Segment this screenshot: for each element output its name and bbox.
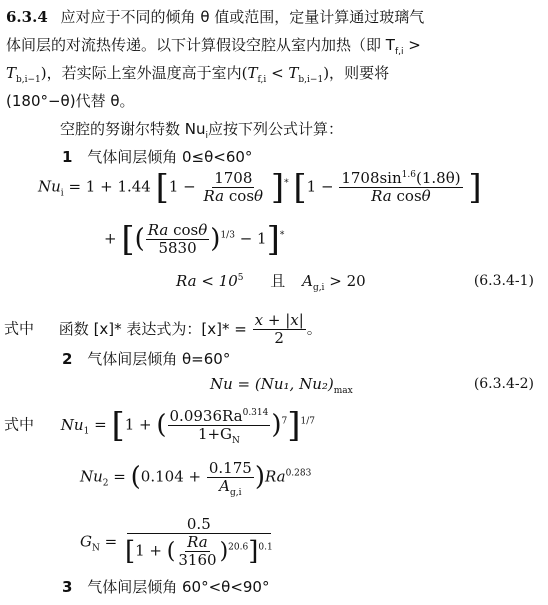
eq1-frac-3: $\frac{\text{Ra cosθ}}{5830}$ bbox=[147, 221, 208, 257]
para-text-1: 应对应于不同的倾角 θ 值或范围，定量计算通过玻璃气 bbox=[60, 8, 425, 26]
eq1-frac-2: $\frac{1708\sin^{1.6}(1.8\theta)}{\text{Ra cosθ}}$ bbox=[341, 169, 461, 205]
section-number: 6.3.4 bbox=[6, 8, 48, 26]
para-text-3b: 则要将 bbox=[344, 64, 390, 82]
eq-nu1: 式中 $Nu_1 = [1$ + ( $\frac{0.0936Ra^{0.314}}{1+G_N}$ )$^7$]$^{1/7}$ bbox=[4, 405, 315, 446]
para-text-5b: 应按下列公式计算： bbox=[208, 120, 344, 138]
func-text: 函数 [x]* 表达式为：[x]* = bbox=[58, 319, 247, 338]
eq1-where: 式中 函数 [x]* 表达式为：[x]* = $\frac{x + |x|}{2}$ 。 bbox=[4, 311, 322, 347]
eq1-number: (6.3.4-1) bbox=[473, 273, 534, 289]
where-label-2: 式中 bbox=[4, 415, 35, 434]
para-text-5: 空腔的努谢尔特数 Nu bbox=[60, 120, 206, 138]
eq1-frac-1: $\frac{1708}{\text{Ra cosθ}}$ bbox=[203, 169, 264, 205]
where-label: 式中 bbox=[4, 319, 35, 338]
gn-frac: 0.5 [1 + ( $\frac{Ra}{3160}$ )$^{20.6}$]$^{0.1}$ bbox=[124, 515, 273, 569]
eq1-row-b: + [( $\frac{\text{Ra cosθ}}{5830}$ )$^{1/3}$ − 1]* bbox=[104, 219, 285, 260]
eq-gn: $G_N$ = 0.5 [1 + ( $\frac{Ra}{3160}$ )$^{20.6}$]$^{0.1}$ bbox=[80, 515, 273, 569]
case1-number: 1 bbox=[62, 148, 73, 166]
para-text-2: 体间层的对流热传递。以下计算假设空腔从室内加热（即 T bbox=[6, 36, 395, 54]
para-line-3: $T_{b,i-1}$)，若实际上室外温度高于室内$(T_{f,i} < T_{b,i-1})$，则要将 bbox=[6, 64, 390, 85]
eq-nu2: $Nu_2 = (0.104$ + $\frac{0.175}{A_{g,i}}$ )$Ra^{0.283}$ bbox=[80, 459, 312, 498]
eq2-number: (6.3.4-2) bbox=[473, 376, 534, 392]
eq1-row-a: $Nu_i = 1 + 1.44$ [1 − $\frac{1708}{\text{Ra cosθ}}$ ]* [1 − $\frac{1708\sin^{1.6}(1.8\theta)}{\text{Ra cosθ}}$ ] bbox=[38, 167, 482, 208]
case2-number: 2 bbox=[62, 350, 73, 368]
case3-number: 3 bbox=[62, 578, 73, 596]
para-text-3: 若实际上室外温度高于室内 bbox=[61, 64, 242, 82]
case3-title: 气体间层倾角 60°<θ<90° bbox=[87, 578, 270, 596]
eq2: Nu = (Nu₁, $Nu_2)_{max}$ bbox=[210, 375, 353, 396]
para-line-4: (180°−θ)代替 θ。 bbox=[6, 92, 135, 110]
case3-heading bbox=[62, 578, 269, 597]
case2-heading bbox=[62, 350, 230, 369]
para-line-5: 空腔的努谢尔特数 $Nu_i$应按下列公式计算： bbox=[60, 120, 344, 141]
case1-heading bbox=[62, 148, 252, 167]
para-line-1 bbox=[6, 8, 424, 27]
case2-title: 气体间层倾角 θ=60° bbox=[87, 350, 231, 368]
case1-title: 气体间层倾角 0≤θ<60° bbox=[87, 148, 253, 166]
eq1-condition: $Ra < 10^5$ 且 $A_{g,i} > 20$ bbox=[176, 272, 366, 293]
para-line-2: 体间层的对流热传递。以下计算假设空腔从室内加热（即 $T_{f,i}$ > bbox=[6, 36, 421, 57]
